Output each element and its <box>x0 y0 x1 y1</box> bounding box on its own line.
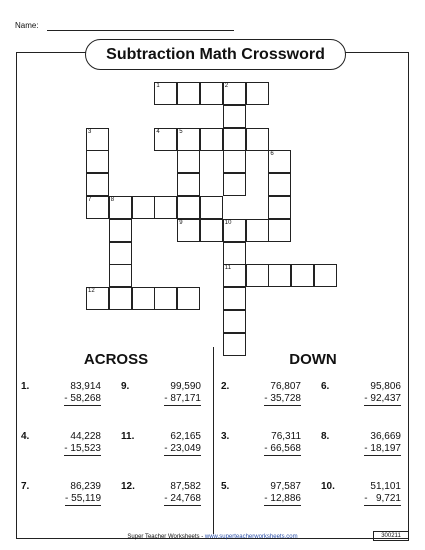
across-heading: ACROSS <box>83 351 149 368</box>
crossword-cell-4 <box>154 128 177 151</box>
clue-number: 12 <box>88 288 95 295</box>
crossword-cell <box>154 287 177 310</box>
subtrahend: - 92,437 <box>364 393 401 404</box>
crossword-cell <box>223 310 246 333</box>
clue-number: 9 <box>179 219 183 226</box>
minuend: 97,587 <box>270 481 301 492</box>
name-line <box>47 30 234 31</box>
crossword-cell <box>268 173 291 196</box>
crossword-cell <box>200 219 223 242</box>
clue-number: 6 <box>270 151 274 158</box>
crossword-cell-12 <box>86 287 109 310</box>
crossword-cell-5 <box>177 128 200 151</box>
worksheet-code: 300211 <box>373 531 409 541</box>
page-title: Subtraction Math Crossword <box>85 39 346 70</box>
across-problem-12 <box>121 481 201 515</box>
crossword-cell-11 <box>223 264 246 287</box>
crossword-cell <box>223 150 246 173</box>
problem-number: 12. <box>121 481 135 492</box>
crossword-cell-8 <box>109 196 132 219</box>
crossword-cell <box>246 264 269 287</box>
problem-number: 5. <box>221 481 230 492</box>
subtrahend: - 55,119 <box>65 493 101 504</box>
minuend: 95,806 <box>370 381 401 392</box>
clue-number: 4 <box>156 128 160 135</box>
crossword-cell <box>223 287 246 310</box>
crossword-cell <box>109 242 132 265</box>
crossword-cell <box>177 196 200 219</box>
crossword-cell <box>177 82 200 105</box>
crossword-cell <box>109 219 132 242</box>
across-problem-1 <box>21 381 101 415</box>
across-problem-4 <box>21 431 101 465</box>
crossword-cell <box>223 173 246 196</box>
minuend: 83,914 <box>70 381 101 392</box>
crossword-cell-2 <box>223 82 246 105</box>
crossword-cell-3 <box>86 128 109 151</box>
crossword-cell <box>223 242 246 265</box>
crossword-cell <box>200 82 223 105</box>
clue-number: 3 <box>88 128 92 135</box>
problem-number: 4. <box>21 431 30 442</box>
subtrahend: - 12,886 <box>264 493 301 504</box>
minuend: 36,669 <box>370 431 401 442</box>
crossword-cell-7 <box>86 196 109 219</box>
crossword-cell <box>177 173 200 196</box>
subtrahend: - 58,268 <box>64 393 101 404</box>
across-problem-11 <box>121 431 201 465</box>
minuend: 76,311 <box>271 431 301 442</box>
name-label: Name: <box>15 21 39 30</box>
crossword-cell <box>223 333 246 356</box>
down-problem-10 <box>321 481 401 515</box>
crossword-cell <box>223 128 246 151</box>
clue-number: 2 <box>224 83 229 89</box>
crossword-cell <box>154 196 177 219</box>
crossword-cell <box>177 287 200 310</box>
minuend: 99,590 <box>170 381 201 392</box>
footer <box>0 534 425 540</box>
clue-number: 11 <box>224 265 232 272</box>
crossword-cell <box>268 264 291 287</box>
subtrahend: - 24,768 <box>164 493 201 504</box>
clue-number: 1 <box>156 83 160 89</box>
crossword-cell <box>132 196 155 219</box>
crossword-cell <box>291 264 314 287</box>
across-problem-9 <box>121 381 201 415</box>
crossword-cell <box>314 264 337 287</box>
down-heading: DOWN <box>289 351 337 368</box>
subtrahend: - 18,197 <box>364 443 401 454</box>
crossword-cell <box>200 196 223 219</box>
clue-number: 7 <box>88 197 92 203</box>
minuend: 44,228 <box>70 431 101 442</box>
crossword-cell <box>109 264 132 287</box>
crossword-cell <box>246 219 269 242</box>
down-problem-6 <box>321 381 401 415</box>
crossword-cell <box>177 150 200 173</box>
subtrahend: - 35,728 <box>264 393 301 404</box>
crossword-cell-9 <box>177 219 200 242</box>
problem-number: 3. <box>221 431 230 442</box>
across-problem-7 <box>21 481 101 515</box>
column-divider <box>213 347 214 534</box>
minuend: 86,239 <box>70 481 101 492</box>
down-problem-8 <box>321 431 401 465</box>
footer-site: Super Teacher Worksheets <box>127 534 200 540</box>
crossword-cell <box>86 150 109 173</box>
problem-number: 7. <box>21 481 30 492</box>
problem-number: 9. <box>121 381 130 392</box>
minuend: 76,807 <box>270 381 301 392</box>
subtrahend: - 66,568 <box>264 443 301 454</box>
problem-number: 1. <box>21 381 30 392</box>
crossword-cell <box>132 287 155 310</box>
subtrahend: - 87,171 <box>164 393 201 404</box>
down-problem-2 <box>221 381 301 415</box>
subtrahend: - 23,049 <box>164 443 201 454</box>
down-problem-5 <box>221 481 301 515</box>
minuend: 87,582 <box>170 481 201 492</box>
down-problem-3 <box>221 431 301 465</box>
crossword-cell-6 <box>268 150 291 173</box>
crossword-cell <box>268 196 291 219</box>
minuend: 62,165 <box>170 431 201 442</box>
crossword-cell <box>200 128 223 151</box>
footer-url[interactable]: www.superteacherworksheets.com <box>204 534 298 540</box>
problem-number: 10. <box>321 481 335 492</box>
minuend: 51,101 <box>370 481 401 492</box>
subtrahend: - 9,721 <box>364 493 401 504</box>
problem-number: 8. <box>321 431 330 442</box>
crossword-cell <box>246 82 269 105</box>
crossword-cell <box>246 128 269 151</box>
clue-number: 10 <box>224 219 232 226</box>
crossword-cell <box>223 105 246 128</box>
crossword-cell-1 <box>154 82 177 105</box>
crossword-cell <box>109 287 132 310</box>
clue-number: 8 <box>110 197 115 203</box>
clue-number: 5 <box>179 128 183 135</box>
footer-separator: - <box>199 534 205 540</box>
problem-number: 11. <box>121 431 135 442</box>
subtrahend: - 15,523 <box>64 443 101 454</box>
crossword-cell-10 <box>223 219 246 242</box>
crossword-cell <box>268 219 291 242</box>
crossword-cell <box>86 173 109 196</box>
problem-number: 6. <box>321 381 330 392</box>
problem-number: 2. <box>221 381 230 392</box>
